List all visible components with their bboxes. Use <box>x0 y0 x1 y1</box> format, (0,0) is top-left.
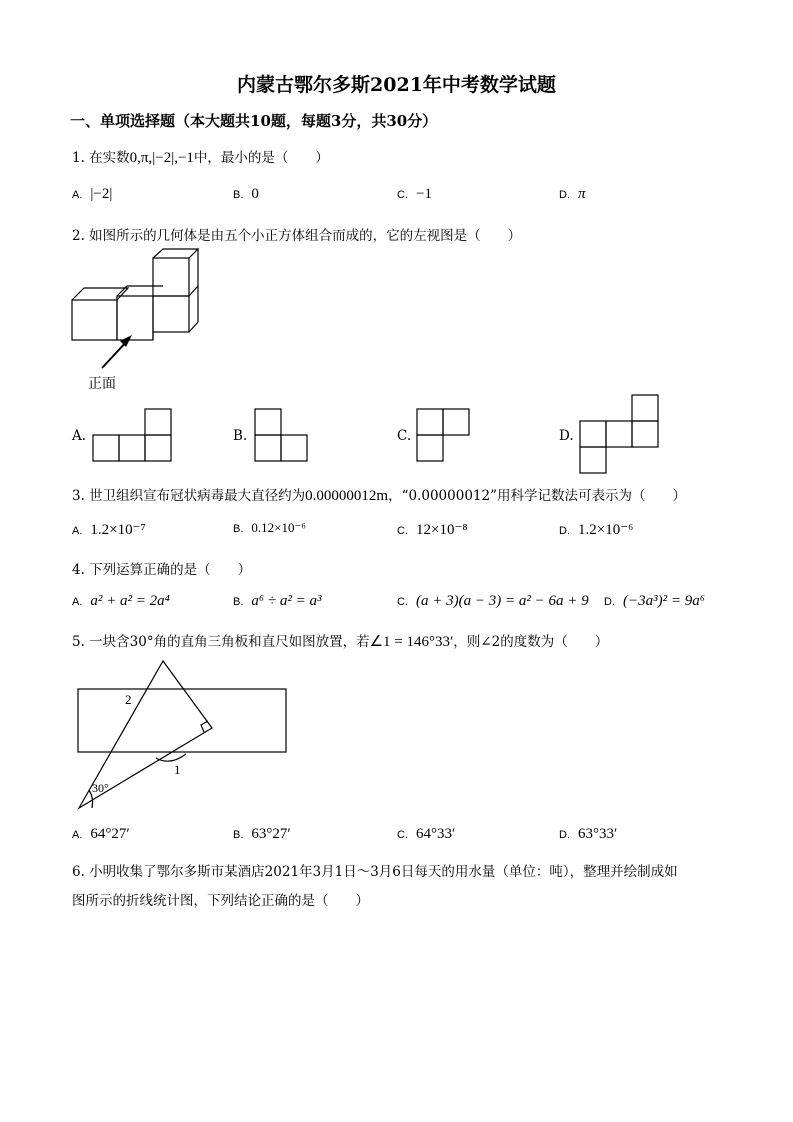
q3-stem-text-b: ，“0.00000012”用科学记数法可表示为（ ） <box>388 488 686 504</box>
option-text: |−2| <box>90 186 113 202</box>
option-text: 0 <box>251 186 259 202</box>
option-text: π <box>578 186 586 202</box>
option-label: D. <box>604 596 615 608</box>
q2-option-a-figure[interactable] <box>90 405 180 465</box>
option-text: (−3a³)² = 9a⁶ <box>623 593 705 609</box>
q4-stem: 4. 下列运算正确的是（ ） <box>72 562 252 578</box>
q2-stem: 2. 如图所示的几何体是由五个小正方体组合而成的，它的左视图是（ ） <box>72 228 522 244</box>
q2-option-a-label[interactable]: A. <box>72 428 87 444</box>
q3-stem-text-a: 3. 世卫组织宣布冠状病毒最大直径约为 <box>72 488 306 504</box>
q3-stem <box>72 484 686 505</box>
option-label: B. <box>233 596 244 608</box>
q1-stem-text-b: 中，最小的是（ ） <box>193 150 329 166</box>
q4-option-b[interactable] <box>233 593 321 610</box>
q6-stem-line2: 图所示的折线统计图，下列结论正确的是（ ） <box>72 893 369 909</box>
q4-option-c[interactable] <box>397 593 589 610</box>
option-label: B. <box>233 829 244 841</box>
q1-stem <box>72 146 329 167</box>
option-label: A. <box>72 596 83 608</box>
angle-2-label: 2 <box>125 692 132 707</box>
option-text: 1.2×10⁻⁷ <box>90 522 146 538</box>
option-text: (a + 3)(a − 3) = a² − 6a + 9 <box>416 593 589 609</box>
angle-30-label: 30° <box>92 781 109 795</box>
q5-stem-text-b: ，则∠2的度数为（ ） <box>453 634 609 650</box>
q2-cube-figure <box>60 248 220 398</box>
option-text: 12×10⁻⁸ <box>416 522 468 538</box>
q5-option-b[interactable] <box>233 826 291 843</box>
option-label: B. <box>233 523 244 535</box>
q5-ruler-triangle-figure <box>70 658 300 818</box>
q1-option-d[interactable] <box>559 186 586 203</box>
option-label: C. <box>397 525 408 537</box>
q4-option-a[interactable] <box>72 593 170 610</box>
option-label: C. <box>397 189 408 201</box>
option-text: a² + a² = 2a⁴ <box>90 593 170 609</box>
q5-option-c[interactable] <box>397 826 455 843</box>
option-label: C. <box>397 829 408 841</box>
q3-option-d[interactable] <box>559 520 633 539</box>
angle-1-label: 1 <box>174 762 181 777</box>
option-label: A. <box>72 189 83 201</box>
q2-option-d-figure[interactable] <box>577 392 667 478</box>
page-title: 内蒙古鄂尔多斯2021年中考数学试题 <box>237 74 556 96</box>
q5-stem-math: ∠1 = 146°33′ <box>369 634 454 650</box>
q1-option-c[interactable] <box>397 186 432 203</box>
q5-stem-text-a: 5. 一块含30°角的直角三角板和直尺如图放置，若 <box>72 634 370 650</box>
option-label: C. <box>397 596 408 608</box>
option-text: 64°33′ <box>416 826 456 842</box>
option-text: 63°33′ <box>578 826 618 842</box>
q2-option-c-figure[interactable] <box>414 405 474 465</box>
q1-stem-math: 0,π,|−2|,−1 <box>129 150 194 166</box>
q4-option-d[interactable] <box>604 593 705 610</box>
q2-option-d-label[interactable]: D. <box>559 428 574 444</box>
option-label: D. <box>559 829 570 841</box>
q1-option-b[interactable] <box>233 186 259 203</box>
q3-option-c[interactable] <box>397 520 468 539</box>
q2-option-c-label[interactable]: C. <box>397 428 412 444</box>
option-label: A. <box>72 525 83 537</box>
q5-option-d[interactable] <box>559 826 617 843</box>
q3-stem-number: 0.00000012m <box>305 488 389 504</box>
option-text: 1.2×10⁻⁶ <box>578 522 634 538</box>
option-text: 64°27′ <box>90 826 130 842</box>
q1-stem-text-a: 1. 在实数 <box>72 150 130 166</box>
q6-stem-line1: 6. 小明收集了鄂尔多斯市某酒店2021年3月1日～3月6日每天的用水量（单位：吨），整理并绘制成如 <box>72 864 678 880</box>
q2-option-b-figure[interactable] <box>252 405 312 465</box>
q1-option-a[interactable] <box>72 186 112 203</box>
q2-option-b-label[interactable]: B. <box>233 428 248 444</box>
option-label: A. <box>72 829 83 841</box>
section-heading: 一、单项选择题（本大题共10题，每题3分，共30分） <box>70 112 438 130</box>
option-label: D. <box>559 525 570 537</box>
option-text: −1 <box>416 186 432 202</box>
option-text: 63°27′ <box>251 826 291 842</box>
option-text: 0.12×10⁻⁶ <box>251 520 306 535</box>
q3-option-b[interactable] <box>233 520 306 536</box>
q5-stem <box>72 630 608 651</box>
q5-option-a[interactable] <box>72 826 130 843</box>
front-label: 正面 <box>88 377 116 392</box>
option-text: a⁶ ÷ a² = a³ <box>251 593 322 609</box>
option-label: B. <box>233 189 244 201</box>
option-label: D. <box>559 189 570 201</box>
q3-option-a[interactable] <box>72 520 146 539</box>
